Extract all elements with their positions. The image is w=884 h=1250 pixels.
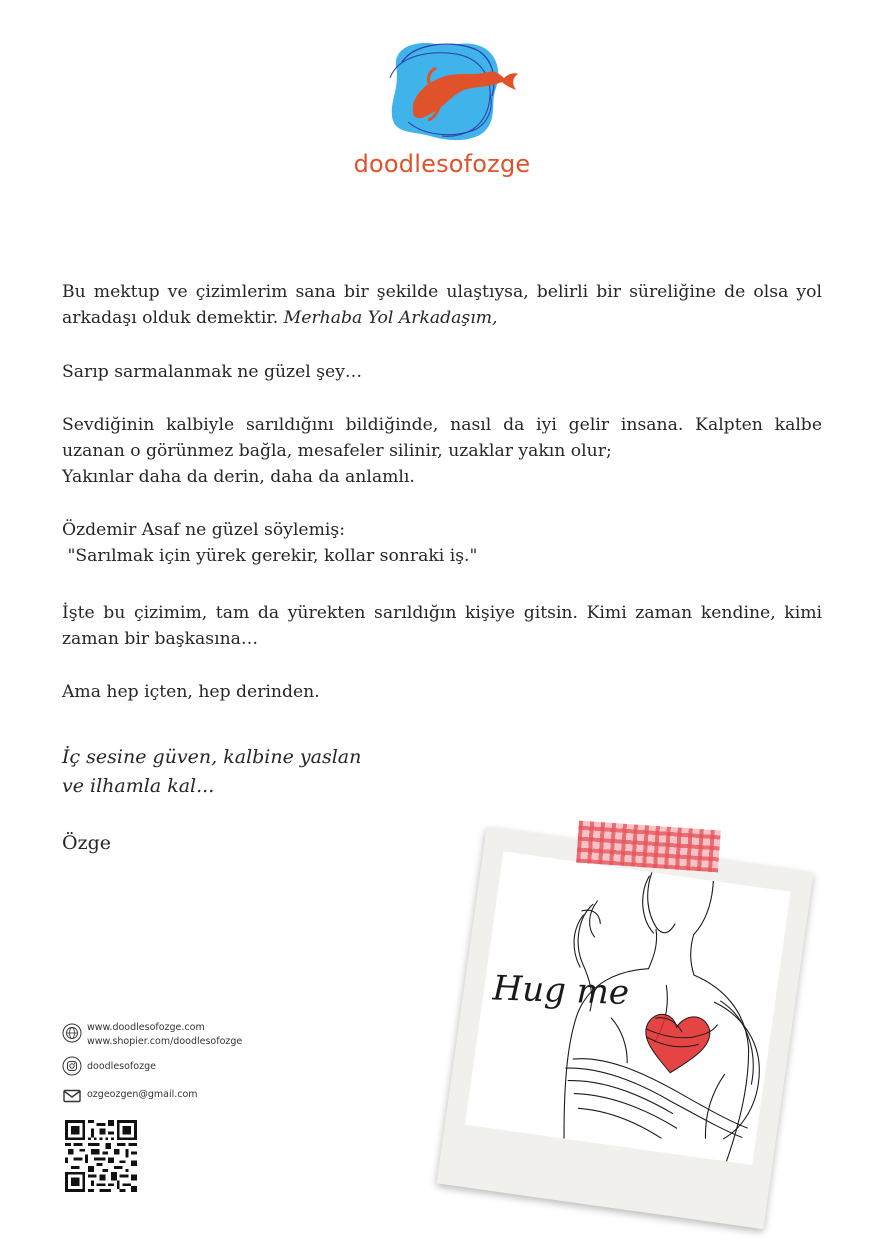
letter-quote [62, 517, 822, 569]
letter-text: Bu mektup ve çizimlerim sana bir şekilde ulaştıysa, belirli bir süreliğine de olsa yol arkadaşı olduk demektir. [62, 282, 822, 328]
letter-paragraph-2: Sarıp sarmalanmak ne güzel şey… [62, 362, 363, 382]
letter-paragraph-6: Ama hep içten, hep derinden. [62, 682, 320, 702]
closing-line: ve ilhamla kal... [62, 775, 215, 797]
letter-text: Sevdiğinin kalbiyle sarıldığını bildiğinde, nasıl da iyi gelir insana. Kalpten kalbe uzanan o görünmez bağla, mesafeler silinir, uzaklar yakın olur; [62, 415, 822, 461]
shop-link[interactable]: www.shopier.com/doodlesofozge [87, 1036, 243, 1047]
polaroid-photo [437, 827, 814, 1229]
letter-closing [62, 743, 822, 801]
signature: Özge [62, 832, 111, 854]
photo-caption: Hug me [491, 968, 630, 1014]
contact-email [62, 1086, 242, 1106]
brand-logo-koi [384, 38, 524, 144]
polaroid-frame [437, 827, 814, 1229]
closing-line: İç sesine güven, kalbine yaslan [62, 746, 362, 768]
contact-website [62, 1021, 282, 1051]
mail-icon [62, 1086, 82, 1106]
instagram-icon [62, 1056, 82, 1076]
instagram-handle[interactable]: doodlesofozge [87, 1061, 156, 1072]
heart-icon [640, 1010, 712, 1077]
globe-icon [62, 1023, 82, 1043]
brand-name: doodlesofozge [353, 150, 531, 178]
letter-paragraph-3 [62, 412, 822, 490]
quote-text: "Sarılmak için yürek gerekir, kollar sonraki iş." [62, 546, 478, 566]
email-link[interactable]: ozgeozgen@gmail.com [87, 1089, 198, 1100]
letter-text: Yakınlar daha da derin, daha da anlamlı. [62, 467, 415, 487]
contact-text [87, 1021, 242, 1049]
letter-greeting: Merhaba Yol Arkadaşım, [283, 308, 498, 328]
hug-drawing [465, 851, 791, 1165]
contact-instagram [62, 1056, 222, 1078]
letter-paragraph-5: İşte bu çizimim, tam da yürekten sarıldığın kişiye gitsin. Kimi zaman kendine, kimi zaman bir başkasına… [62, 603, 822, 649]
letter-paragraph-1 [62, 279, 822, 331]
qr-code[interactable] [65, 1120, 137, 1192]
letter-text: Özdemir Asaf ne güzel söylemiş: [62, 520, 346, 540]
website-link[interactable]: www.doodlesofozge.com [87, 1022, 205, 1033]
